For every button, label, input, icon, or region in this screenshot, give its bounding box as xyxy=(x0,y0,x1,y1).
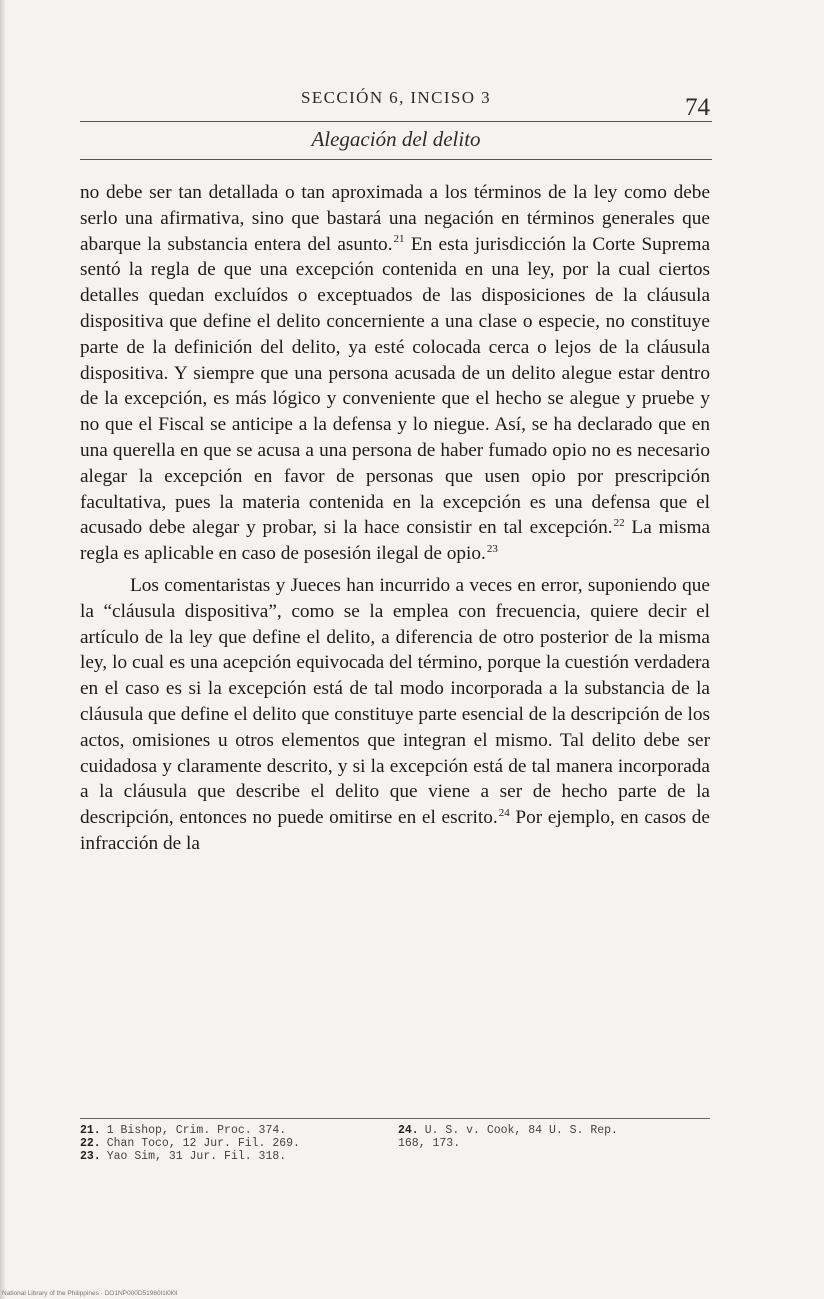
footnote-number: 23. xyxy=(80,1150,101,1163)
footnote-item xyxy=(398,1124,710,1150)
page-number: 74 xyxy=(685,94,710,121)
footnote-ref[interactable]: 22 xyxy=(613,516,625,529)
footnote-text: Yao Sim, 31 Jur. Fil. 318. xyxy=(106,1150,287,1163)
text-run: no debe ser tan detallada o tan aproximada a los términos de la ley como debe serlo una afirmativa, sino que bastará una negación en términos generales que abarque la substancia entera del asunto. xyxy=(80,182,710,255)
footnote-number: 22. xyxy=(80,1137,101,1150)
library-credit: National Library of the Philippines · DO1NP000D51960l1l0l0l xyxy=(2,1290,178,1297)
footnote-item xyxy=(80,1124,380,1137)
body-text xyxy=(80,180,710,857)
section-heading: SECCIÓN 6, INCISO 3 xyxy=(300,88,491,107)
footnote-number: 24. xyxy=(398,1124,419,1137)
paragraph-2 xyxy=(80,573,710,857)
footnote-ref[interactable]: 21 xyxy=(393,233,405,246)
footnote-number: 21. xyxy=(80,1124,101,1137)
paragraph-1 xyxy=(80,180,710,567)
footnote-text: 1 Bishop, Crim. Proc. 374. xyxy=(106,1124,287,1137)
footnotes-right-column xyxy=(398,1124,710,1150)
running-head xyxy=(80,84,712,164)
text-run: Los comentaristas y Jueces han incurrido a veces en error, suponiendo que la “cláusula dispositiva”, como se la emplea con frecuencia, quiere decir el artículo de la ley que define el delito, a diferencia de otro posterior de la misma ley, lo cual es una acepción equivocada del término, porque la cuestión verdadera en el caso es si la excepción está de tal modo incorporada a la substancia de la cláusula que define el delito que constituye parte esencial de la descripción de los actos, omisiones u otros elementos que integran el mismo. Tal delito debe ser cuidadosa y claramente descrito, y si la excepción está de tal manera incorporada a la cláusula que describe el delito que viene a ser de hecho parte de la descripción, entonces no puede omitirse en el escrito. xyxy=(80,574,710,829)
page-edge-shadow xyxy=(0,0,6,1299)
text-run: Por ejemplo, en casos de infracción de la xyxy=(80,807,710,854)
page-subtitle: Alegación del delito xyxy=(311,127,481,151)
footnotes-left-column xyxy=(80,1124,380,1163)
footnote-separator xyxy=(80,1118,710,1119)
text-run: La misma regla es aplicable en caso de posesión ilegal de opio. xyxy=(80,517,711,565)
footnote-text: Chan Toco, 12 Jur. Fil. 269. xyxy=(106,1137,300,1150)
footnote-item xyxy=(80,1150,380,1163)
footnote-ref[interactable]: 24 xyxy=(498,806,510,819)
footnote-text: U. S. v. Cook, 84 U. S. Rep. 168, 173. xyxy=(398,1124,618,1150)
header-rule-top xyxy=(80,121,712,122)
footnote-ref[interactable]: 23 xyxy=(486,542,498,555)
header-rule-bottom xyxy=(80,159,712,160)
text-run: En esta jurisdicción la Corte Suprema sentó la regla de que una excepción contenida en una ley, por la cual ciertos detalles quedan excluídos o exceptuados de las disposiciones de la cláusula dispositiva que define el delito concerniente a una clase o especie, no constituye parte de la definición del delito, ya esté colocada cerca o lejos de la cláusula dispositiva. Y siempre que una persona acusada de un delito alegue estar dentro de la excepción, es más lógico y conveniente que el hecho se alegue y pruebe y no que el Fiscal se anticipe a la defensa y lo niegue. Así, se ha declarado que en una querella en que se acusa a una persona de haber fumado opio no es necesario alegar la excepción en favor de personas que usen opio por prescripción facultativa, pues la materia contenida en la excepción es una defensa que el acusado debe alegar y probar, si la hace consistir en tal excepción. xyxy=(80,233,710,539)
footnote-item xyxy=(80,1137,380,1150)
